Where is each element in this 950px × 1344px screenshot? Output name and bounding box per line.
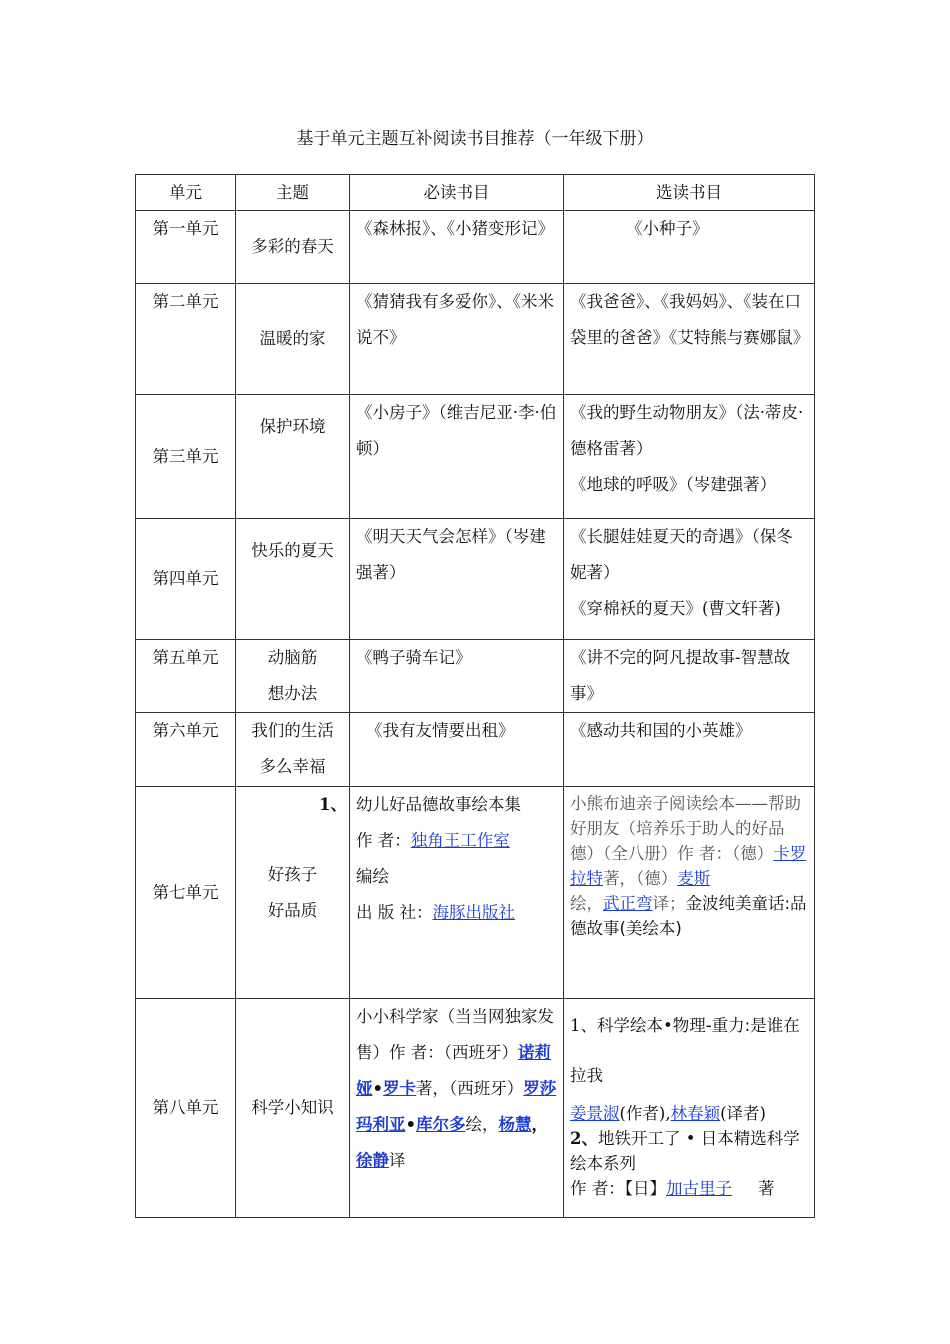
table-row <box>136 211 815 284</box>
theme-cell: 温暖的家 <box>236 284 350 395</box>
illustrator-link[interactable]: 库尔多 <box>416 1115 466 1134</box>
book-title: 小熊布迪亲子阅读绘本——帮助好朋友（培养乐于助人的好品德）（全八册）作 者：（德） <box>570 794 801 863</box>
optional-book-1: 《长腿娃娃夏天的奇遇》（保冬妮著） <box>570 527 793 582</box>
optional-book-2: 《地球的呼吸》（岑建强著） <box>570 475 777 494</box>
text: 著 <box>758 1179 775 1198</box>
author-link[interactable]: 卡罗拉特 <box>570 844 807 888</box>
optional-book-2: 《穿棉袄的夏天》(曹文轩著) <box>570 599 781 618</box>
book-title-2 <box>570 1126 808 1176</box>
theme-line: 多么幸福 <box>259 757 326 776</box>
optional-cell <box>564 999 815 1218</box>
list-number: 1、 <box>319 795 347 814</box>
author-link[interactable]: 麦斯 <box>677 869 711 888</box>
author-link[interactable]: 罗卡 <box>383 1079 417 1098</box>
author-link[interactable]: 诺莉娅 <box>356 1043 551 1098</box>
author-line <box>570 1176 808 1201</box>
illustrator-link[interactable]: 罗莎玛利亚 <box>356 1079 557 1134</box>
translator-link[interactable]: 林春颖 <box>670 1104 721 1123</box>
theme-line: 动脑筋 <box>267 648 318 667</box>
required-cell: 《明天天气会怎样》（岑建强著） <box>350 519 564 640</box>
book-title: 地铁开工了 • 日本精选科学绘本系列 <box>570 1129 800 1173</box>
separator: • <box>405 1115 417 1134</box>
table-header-row <box>136 175 815 211</box>
author-label: 作 者： <box>356 831 411 850</box>
required-cell: 《森林报》、《小猪变形记》 <box>350 211 564 284</box>
header-theme: 主题 <box>236 175 350 211</box>
theme-cell: 科学小知识 <box>236 999 350 1218</box>
author-label: 作 者：【日】 <box>570 1179 666 1198</box>
table-row <box>136 713 815 787</box>
optional-text: 《小种子》 <box>626 219 709 238</box>
author-link[interactable]: 姜景淑 <box>570 1104 620 1123</box>
book-title-1 <box>570 1001 808 1101</box>
optional-cell <box>564 519 815 640</box>
theme-cell: 多彩的春天 <box>236 211 350 284</box>
unit-cell: 第五单元 <box>136 640 236 713</box>
optional-cell <box>564 787 815 999</box>
text: 绘， <box>570 894 603 913</box>
table-row <box>136 395 815 519</box>
text: 绘， <box>465 1115 499 1134</box>
optional-cell: 《讲不完的阿凡提故事-智慧故事》 <box>564 640 815 713</box>
table-row <box>136 787 815 999</box>
text: 译； <box>652 894 686 913</box>
theme-line: 好品质 <box>267 900 318 920</box>
theme-cell: 快乐的夏天 <box>236 519 350 640</box>
unit-cell: 第二单元 <box>136 284 236 395</box>
table-row <box>136 640 815 713</box>
publisher-link[interactable]: 海豚出版社 <box>432 903 515 922</box>
publisher-line <box>356 895 557 931</box>
table-row <box>136 519 815 640</box>
translator-link[interactable]: 徐静 <box>356 1151 389 1170</box>
required-cell: 《猜猜我有多爱你》、《米米说不》 <box>350 284 564 395</box>
required-cell <box>350 713 564 787</box>
table-row <box>136 999 815 1218</box>
book-title: 幼儿好品德故事绘本集 <box>356 795 521 814</box>
translator-link[interactable]: 武正弯 <box>603 894 653 913</box>
publisher-label: 出 版 社： <box>356 903 433 922</box>
required-cell <box>350 787 564 999</box>
header-optional: 选读书目 <box>564 175 815 211</box>
separator: ， <box>531 1115 549 1134</box>
text: 著，（西班牙） <box>416 1079 524 1098</box>
list-number: 2、 <box>570 1129 598 1148</box>
unit-cell: 第七单元 <box>136 787 236 999</box>
required-text: 《我有友情要出租》 <box>366 721 515 740</box>
unit-cell: 第八单元 <box>136 999 236 1218</box>
author-link[interactable]: 加古里子 <box>666 1179 732 1198</box>
optional-cell <box>564 395 815 519</box>
header-unit: 单元 <box>136 175 236 211</box>
unit-cell: 第三单元 <box>136 395 236 519</box>
theme-cell <box>236 787 350 999</box>
unit-cell: 第一单元 <box>136 211 236 284</box>
optional-cell <box>564 211 815 284</box>
book-title: 科学绘本•物理-重力:是谁在拉我 <box>570 1016 800 1085</box>
table-row <box>136 284 815 395</box>
unit-cell: 第六单元 <box>136 713 236 787</box>
separator: • <box>372 1079 384 1098</box>
reading-list-table <box>135 174 815 1218</box>
author-line <box>356 823 557 859</box>
author-link[interactable]: 独角王工作室 <box>410 831 510 850</box>
required-cell <box>350 999 564 1218</box>
author-line <box>570 1101 808 1126</box>
optional-book-1: 《我的野生动物朋友》（法·蒂皮·德格雷著） <box>570 403 804 458</box>
theme-line: 好孩子 <box>267 864 318 884</box>
book-text: 小小科学家（当当网独家发售）作 者：（西班牙） <box>356 1007 554 1062</box>
text: (作者), <box>619 1104 671 1123</box>
theme-line: 我们的生活 <box>251 721 334 740</box>
unit-cell: 第四单元 <box>136 519 236 640</box>
text: 著，（德） <box>603 869 678 888</box>
text: (译者) <box>720 1104 766 1123</box>
theme-cell <box>236 713 350 787</box>
theme-line: 想办法 <box>267 684 318 703</box>
required-cell: 《鸭子骑车记》 <box>350 640 564 713</box>
extra-book-title: 金波纯美童话:品德故事(美绘本) <box>570 894 807 938</box>
theme-cell <box>236 640 350 713</box>
required-cell: 《小房子》（维吉尼亚·李·伯顿） <box>350 395 564 519</box>
header-required: 必读书目 <box>350 175 564 211</box>
translator-link[interactable]: 杨慧 <box>498 1115 532 1134</box>
theme-cell: 保护环境 <box>236 395 350 519</box>
optional-cell: 《我爸爸》、《我妈妈》、《装在口袋里的爸爸》《艾特熊与赛娜鼠》 <box>564 284 815 395</box>
list-number: 1、 <box>570 1016 597 1035</box>
text: 译 <box>389 1151 406 1170</box>
optional-cell: 《感动共和国的小英雄》 <box>564 713 815 787</box>
role-text: 编绘 <box>356 867 389 886</box>
book-info <box>570 791 808 941</box>
page-title: 基于单元主题互补阅读书目推荐（一年级下册） <box>296 129 654 149</box>
